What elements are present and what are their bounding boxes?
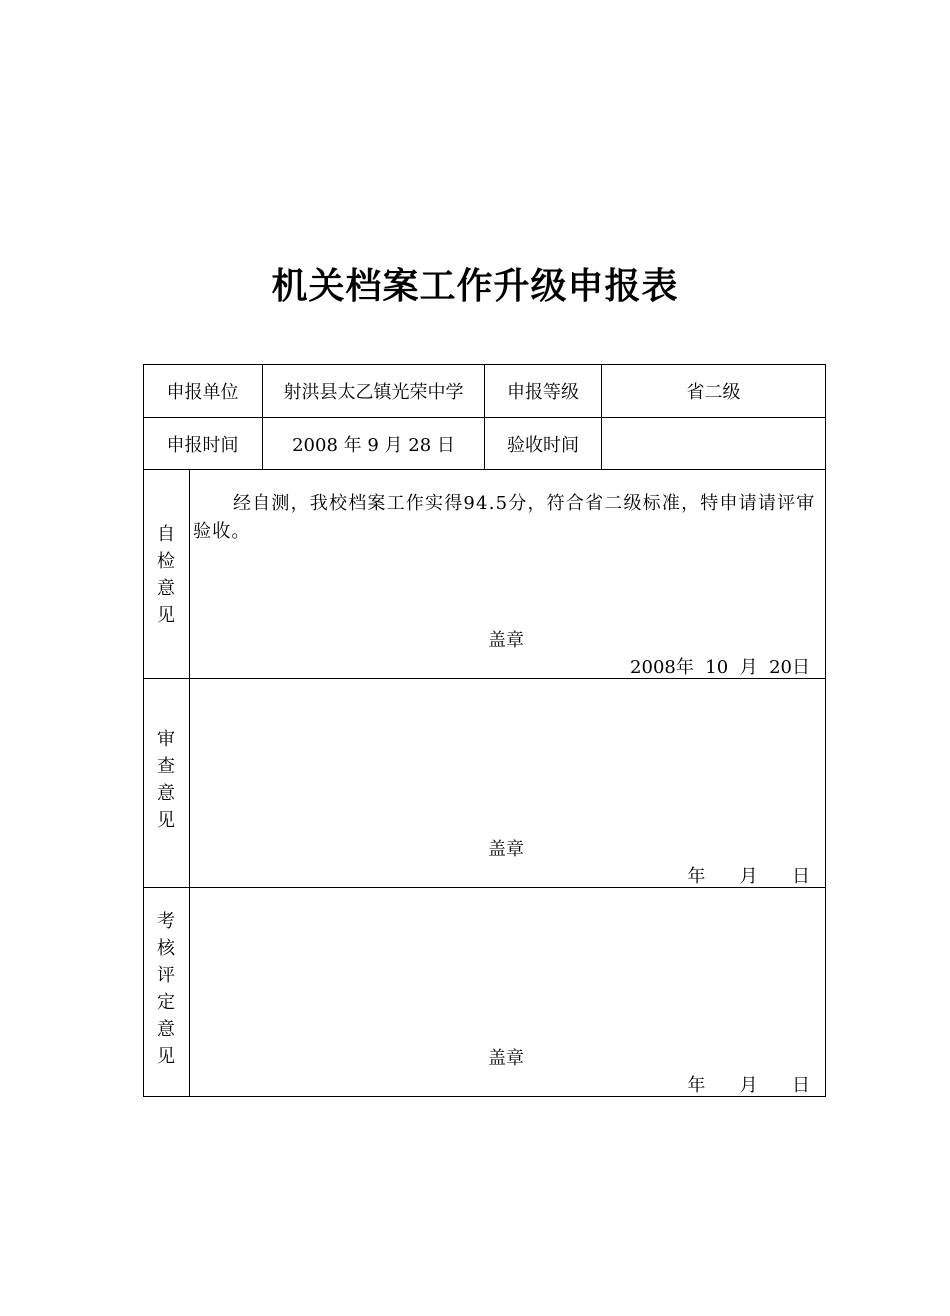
acceptance-time-label: 验收时间 [507,434,579,456]
unit-label: 申报单位 [166,381,239,403]
assessment-seal: 盖章 [488,1048,524,1069]
label-char: 见 [157,1046,175,1067]
time-value: 2008 年 9 月 28 日 [292,434,455,456]
acceptance-time-value [602,418,825,469]
label-char: 审 [157,729,175,750]
self-check-seal: 盖章 [488,630,524,651]
review-label [143,726,189,834]
review-date: 年 月 日 [687,866,810,887]
self-check-date: 2008年 10 月 20日 [630,657,810,678]
label-char: 定 [157,992,175,1013]
label-char: 自 [157,524,175,545]
label-char: 检 [157,551,175,572]
label-char: 意 [157,1019,175,1040]
label-char: 评 [157,965,175,986]
row-divider [143,469,826,470]
level-value: 省二级 [686,381,741,403]
level-label: 申报等级 [507,381,579,403]
application-form-table [143,364,826,1097]
review-seal: 盖章 [488,839,524,860]
label-char: 见 [157,810,175,831]
time-label: 申报时间 [166,434,239,456]
unit-value: 射洪县太乙镇光荣中学 [283,381,464,403]
label-char: 考 [157,911,175,932]
assessment-label [143,908,189,1070]
assessment-date: 年 月 日 [687,1075,810,1096]
form-title: 机关档案工作升级申报表 [271,266,679,307]
self-check-label [143,489,189,661]
table-border-right [825,364,826,1097]
self-check-text: 经自测，我校档案工作实得94.5分，符合省二级标准，特申请请评审验收。 [193,493,816,542]
label-char: 核 [157,938,175,959]
label-char: 意 [157,783,175,804]
column-divider [189,469,190,1096]
label-char: 查 [157,756,175,777]
label-char: 意 [157,578,175,599]
label-char: 见 [157,605,175,626]
